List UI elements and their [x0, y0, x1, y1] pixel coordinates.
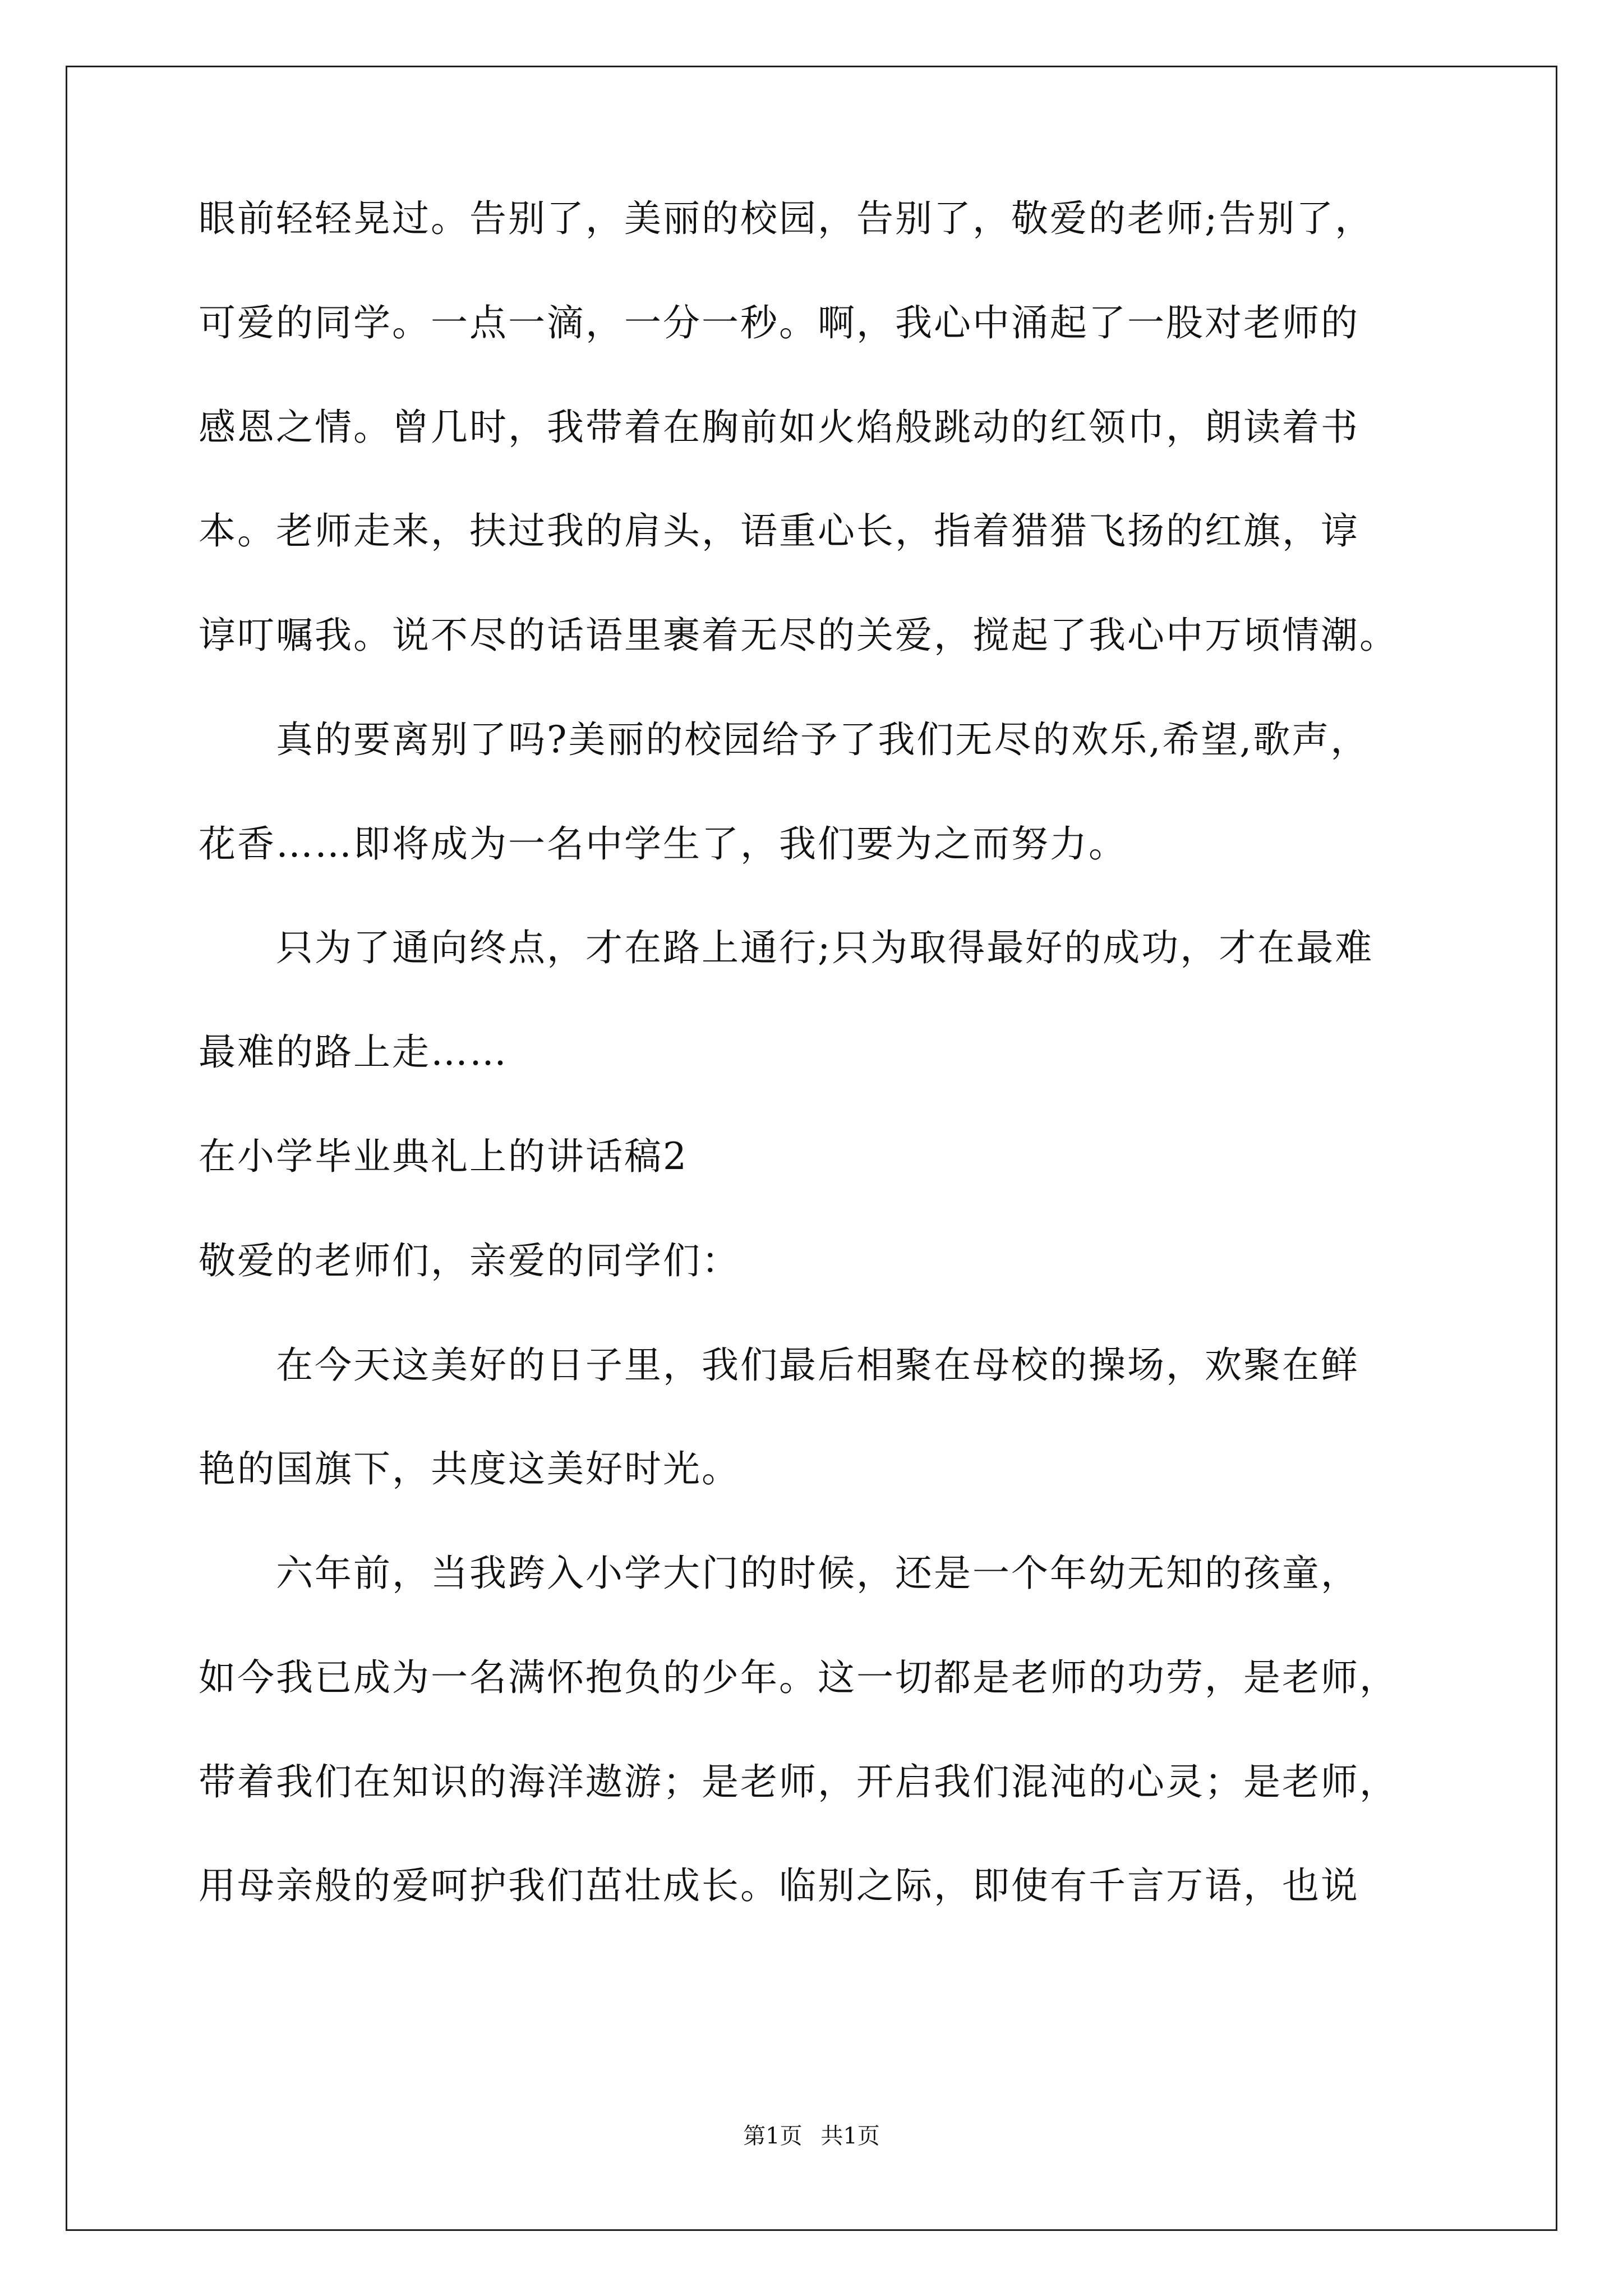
text-line: 花香……即将成为一名中学生了，我们要为之而努力。: [199, 822, 1127, 866]
text-line: 本。老师走来，扶过我的肩头，语重心长，指着猎猎飞扬的红旗，谆: [199, 509, 1359, 553]
text-line: 最难的路上走……: [199, 1030, 508, 1074]
text-line: 眼前轻轻晃过。告别了，美丽的校园，告别了，敬爱的老师;告别了，: [199, 197, 1374, 240]
text-line: 艳的国旗下，共度这美好时光。: [199, 1447, 740, 1490]
page-total: 共1页: [820, 2123, 880, 2149]
text-line: 谆叮嘱我。说不尽的话语里裹着无尽的关爱，搅起了我心中万顷情潮。: [199, 614, 1398, 657]
text-line: 只为了通向终点，才在路上通行;只为取得最好的成功，才在最难: [199, 926, 1374, 969]
text-line: 带着我们在知识的海洋遨游；是老师，开启我们混沌的心灵；是老师，: [199, 1760, 1398, 1803]
text-line: 真的要离别了吗?美丽的校园给予了我们无尽的欢乐,希望,歌声，: [199, 718, 1370, 761]
text-line: 可爱的同学。一点一滴，一分一秒。啊，我心中涌起了一股对老师的: [199, 301, 1359, 344]
salutation: 敬爱的老师们，亲爱的同学们：: [199, 1239, 740, 1282]
page-number: 第1页: [743, 2123, 803, 2149]
text-line: 在今天这美好的日子里，我们最后相聚在母校的操场，欢聚在鲜: [199, 1343, 1359, 1387]
text-line: 六年前，当我跨入小学大门的时候，还是一个年幼无知的孩童，: [199, 1552, 1359, 1595]
section-heading: 在小学毕业典礼上的讲话稿2: [199, 1135, 688, 1178]
text-line: 如今我已成为一名满怀抱负的少年。这一切都是老师的功劳，是老师，: [199, 1656, 1398, 1699]
text-line: 感恩之情。曾几时，我带着在胸前如火焰般跳动的红领巾，朗读着书: [199, 406, 1359, 449]
text-line: 用母亲般的爱呵护我们茁壮成长。临别之际，即使有千言万语，也说: [199, 1864, 1359, 1907]
page-footer: [0, 2122, 1623, 2150]
